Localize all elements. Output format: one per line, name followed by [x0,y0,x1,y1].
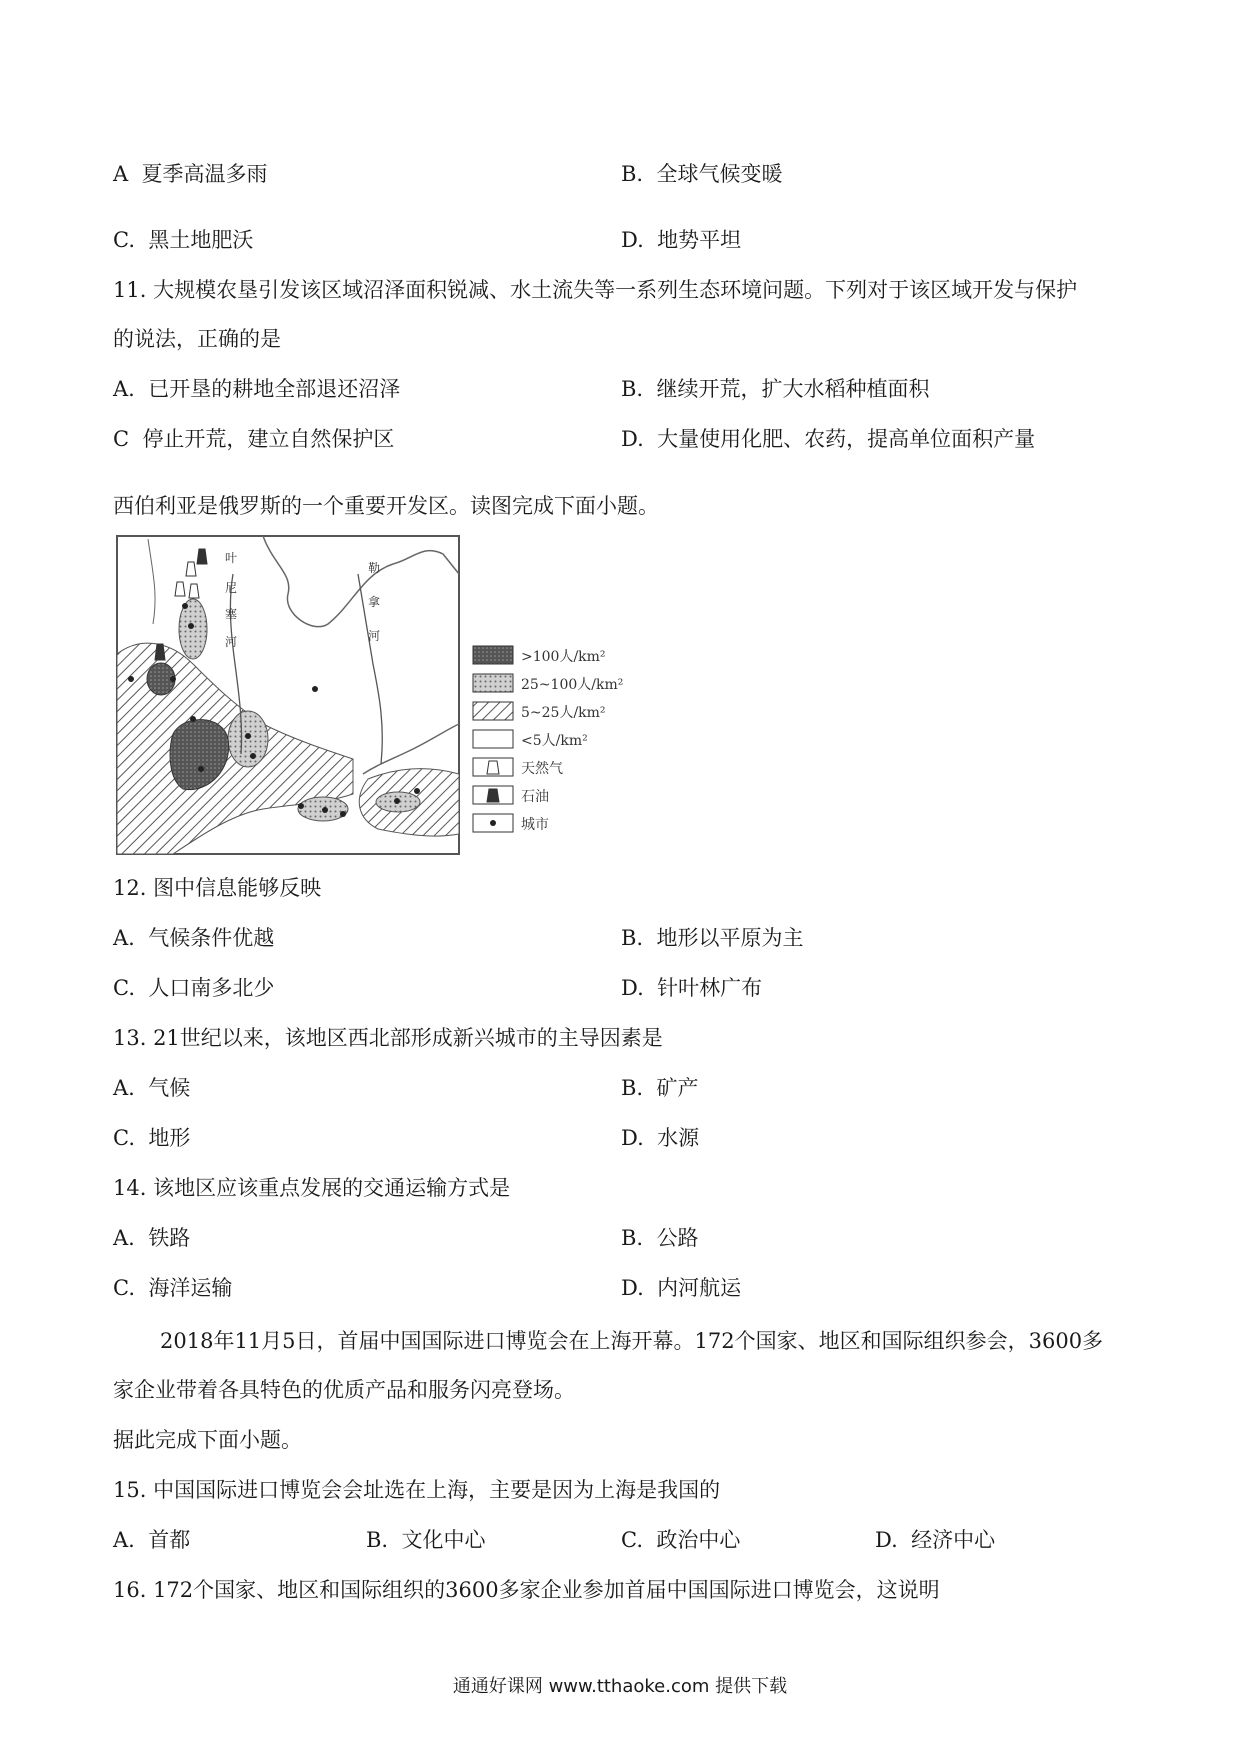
q12-option-b[interactable]: B. 地形以平原为主 [621,926,804,950]
q11-option-a[interactable]: A. 已开垦的耕地全部退还沼泽 [113,377,401,401]
map-legend [473,646,623,833]
q10-option-a[interactable]: A 夏季高温多雨 [113,162,268,186]
legend-city-label: 城市 [521,817,549,833]
q16-stem: 16. 172个国家、地区和国际组织的3600多家企业参加首届中国国际进口博览会，这说明 [113,1578,940,1602]
q15-stem: 15. 中国国际进口博览会会址选在上海，主要是因为上海是我国的 [113,1478,721,1502]
q12-option-c[interactable]: C. 人口南多北少 [113,976,275,1000]
q13-option-d[interactable]: D. 水源 [621,1126,700,1150]
q11-option-d[interactable]: D. 大量使用化肥、农药，提高单位面积产量 [621,427,1036,451]
svg-text:河: 河 [368,629,381,643]
q13-stem: 13. 21世纪以来，该地区西北部形成新兴城市的主导因素是 [113,1026,663,1050]
q11-stem-line2: 的说法，正确的是 [113,327,281,351]
q12-option-a[interactable]: A. 气候条件优越 [113,926,275,950]
river-label-lena: 勒 [368,561,381,575]
q14-stem: 14. 该地区应该重点发展的交通运输方式是 [113,1176,511,1200]
legend-oil-label: 石油 [521,789,549,805]
siberia-intro: 西伯利亚是俄罗斯的一个重要开发区。读图完成下面小题。 [113,494,659,518]
q14-option-a[interactable]: A. 铁路 [113,1226,191,1250]
q15-option-c[interactable]: C. 政治中心 [621,1528,741,1552]
q12-option-d[interactable]: D. 针叶林广布 [621,976,763,1000]
legend-sparse-label: <5人/km² [521,733,588,749]
q14-option-d[interactable]: D. 内河航运 [621,1276,742,1300]
q15-option-a[interactable]: A. 首都 [113,1528,191,1552]
svg-text:河: 河 [225,635,238,649]
svg-text:尼: 尼 [225,581,238,595]
footer-source: 通通好课网 www.tthaoke.com 提供下载 [452,1676,788,1697]
expo-intro-line1: 2018年11月5日，首届中国国际进口博览会在上海开幕。172个国家、地区和国际组织参会，3600多 [160,1329,1104,1353]
svg-text:拿: 拿 [368,595,381,609]
q12-stem: 12. 图中信息能够反映 [113,876,322,900]
legend-gas-label: 天然气 [521,761,563,777]
q14-option-b[interactable]: B. 公路 [621,1226,699,1250]
q13-option-a[interactable]: A. 气候 [113,1076,191,1100]
siberia-population-map [113,534,653,860]
q11-stem-line1: 11. 大规模农垦引发该区域沼泽面积锐减、水土流失等一系列生态环境问题。下列对于该区域开发与保护 [113,278,1078,302]
q14-option-c[interactable]: C. 海洋运输 [113,1276,233,1300]
legend-mid-label: 25~100人/km² [521,677,624,693]
river-label-ob: 叶 [225,551,238,565]
q13-option-b[interactable]: B. 矿产 [621,1076,699,1100]
legend-low-label: 5~25人/km² [521,705,606,721]
q11-option-b[interactable]: B. 继续开荒，扩大水稻种植面积 [621,377,930,401]
q10-option-b[interactable]: B. 全球气候变暖 [621,162,783,186]
q10-option-c[interactable]: C. 黑土地肥沃 [113,228,254,252]
q13-option-c[interactable]: C. 地形 [113,1126,191,1150]
legend-high-label: >100人/km² [521,649,606,665]
q10-option-d[interactable]: D. 地势平坦 [621,228,742,252]
expo-intro-line3: 据此完成下面小题。 [113,1428,302,1452]
expo-intro-line2: 家企业带着各具特色的优质产品和服务闪亮登场。 [113,1378,575,1402]
svg-text:塞: 塞 [225,607,238,621]
q11-option-c[interactable]: C 停止开荒，建立自然保护区 [113,427,395,451]
q15-option-d[interactable]: D. 经济中心 [875,1528,996,1552]
q15-option-b[interactable]: B. 文化中心 [366,1528,486,1552]
